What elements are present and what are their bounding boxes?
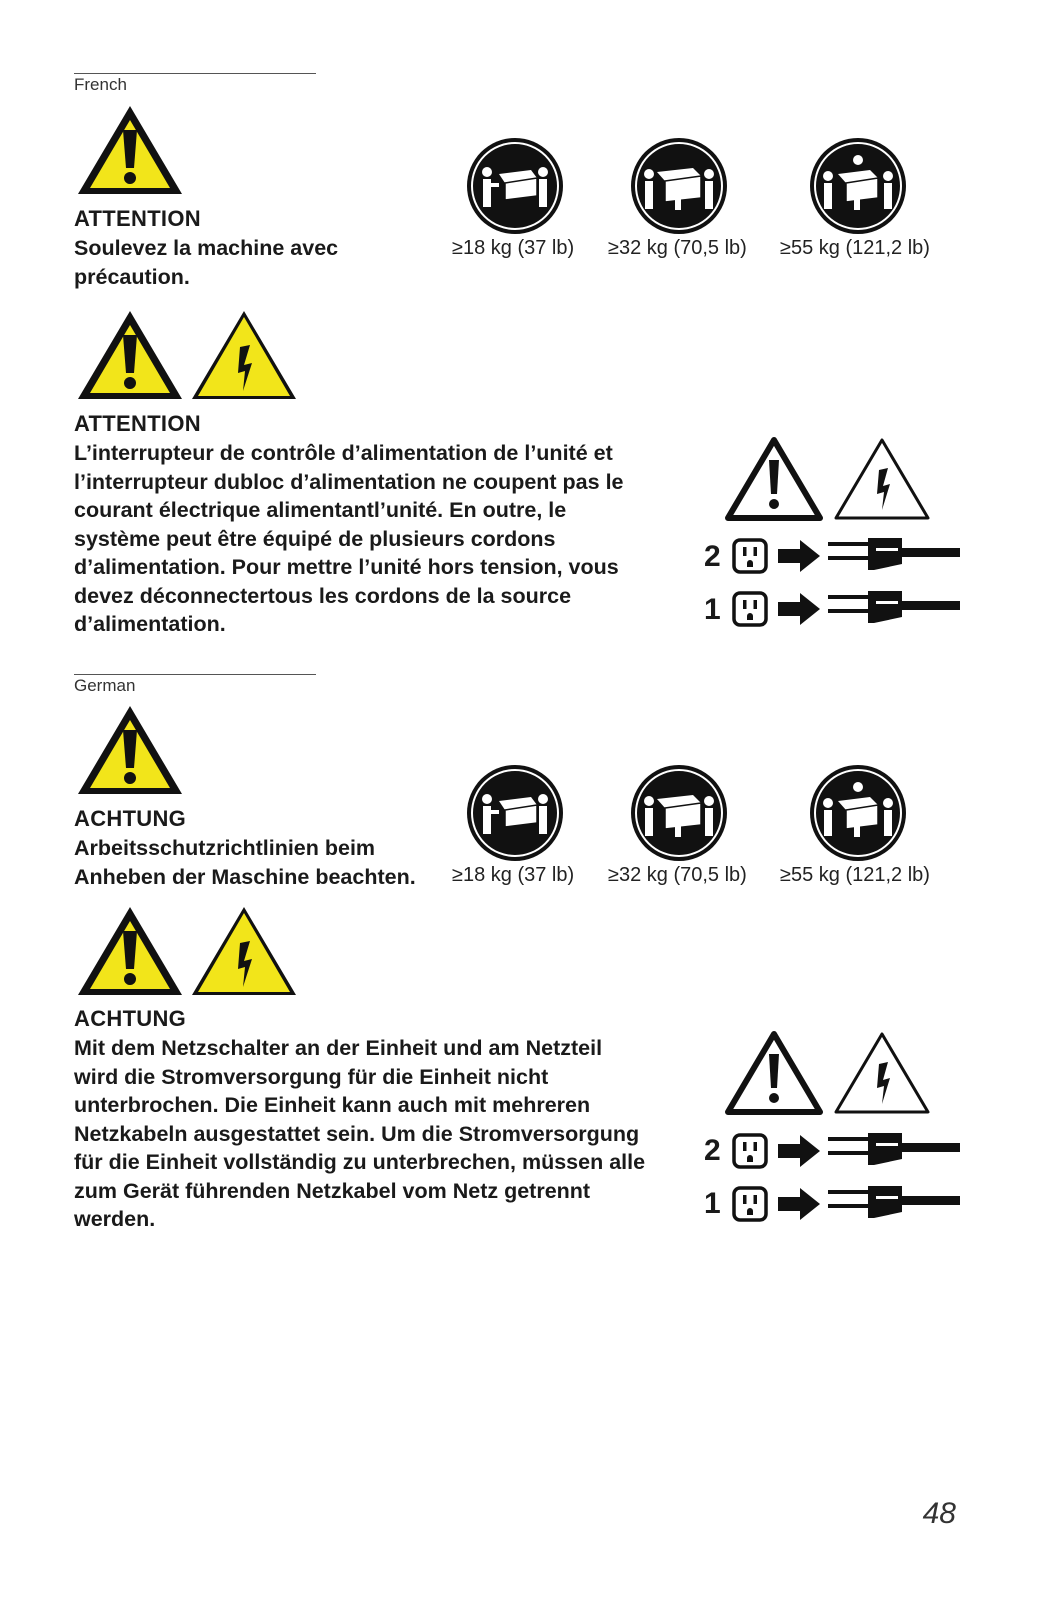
page-number: 48 [922, 1497, 956, 1530]
power-text-line: wird die Stromversorgung für die Einheit nicht [74, 1064, 549, 1089]
lift-three-person-icon [808, 763, 908, 863]
power-heading: ATTENTION [74, 411, 201, 436]
electrical-hazard-outline-icon [832, 1030, 932, 1116]
outlet-icon [732, 1133, 768, 1169]
weight-label-32kg: ≥32 kg (70,5 lb) [608, 237, 747, 259]
lifting-text-line: précaution. [74, 264, 190, 289]
power-text-line: L’interrupteur de contrôle d’alimentation de l’unité et [74, 441, 613, 465]
power-text-line: d’alimentation. Pour mettre l’unité hors tension, vous [74, 555, 619, 579]
power-text [74, 439, 624, 639]
power-plug-icon [826, 1184, 962, 1220]
cord-number-1: 1 [704, 593, 721, 626]
power-plug-icon [826, 536, 962, 572]
lift-two-person-icon [629, 136, 729, 236]
arrow-right-icon [776, 538, 822, 574]
power-text-line: d’alimentation. [74, 612, 226, 636]
power-text-line: l’interrupteur dubloc d’alimentation ne coupent pas le [74, 469, 624, 494]
weight-label-32kg: ≥32 kg (70,5 lb) [608, 864, 747, 886]
lifting-heading: ACHTUNG [74, 806, 187, 831]
power-plug-icon [826, 1131, 962, 1167]
electrical-hazard-icon [188, 307, 300, 403]
lifting-text-line: Arbeitsschutzrichtlinien beim [74, 836, 376, 860]
divider [74, 674, 316, 675]
weight-label-55kg: ≥55 kg (121,2 lb) [780, 237, 930, 259]
electrical-hazard-icon [188, 903, 300, 999]
weight-label-55kg: ≥55 kg (121,2 lb) [780, 864, 930, 886]
lifting-text [74, 234, 338, 291]
power-heading: ACHTUNG [74, 1006, 187, 1031]
lift-two-person-icon [629, 763, 729, 863]
outlet-icon [732, 1186, 768, 1222]
lift-one-person-icon [465, 763, 565, 863]
caution-outline-icon [724, 436, 824, 522]
power-text-line: für die Einheit vollständig zu unterbrechen, müssen alle [74, 1150, 646, 1174]
arrow-right-icon [776, 1186, 822, 1222]
cord-number-2: 2 [704, 540, 721, 573]
caution-icon [74, 307, 186, 403]
electrical-hazard-outline-icon [832, 436, 932, 522]
weight-label-18kg: ≥18 kg (37 lb) [452, 237, 575, 259]
lifting-text-line: Soulevez la machine avec [74, 236, 339, 260]
outlet-icon [732, 538, 768, 574]
power-text-line: devez déconnectertous les cordons de la source [74, 583, 572, 608]
language-label-french: French [74, 75, 127, 94]
cord-number-1: 1 [704, 1187, 721, 1220]
power-text-line: werden. [74, 1207, 156, 1231]
power-text-line: zum Gerät führenden Netzkabel vom Netz getrennt [74, 1178, 591, 1203]
lifting-text [74, 834, 416, 891]
lift-one-person-icon [465, 136, 565, 236]
cord-number-2: 2 [704, 1134, 721, 1167]
power-text-line: Mit dem Netzschalter an der Einheit und am Netzteil [74, 1036, 603, 1060]
lifting-text-line: Anheben der Maschine beachten. [74, 864, 416, 889]
power-text-line: courant électrique alimentantl’unité. En outre, le [74, 498, 567, 522]
caution-icon [74, 102, 186, 198]
weight-label-18kg: ≥18 kg (37 lb) [452, 864, 575, 886]
caution-icon [74, 903, 186, 999]
power-text-line: système peut être équipé de plusieurs cordons [74, 526, 556, 551]
power-text-line: Netzkabeln ausgestattet sein. Um die Stromversorgung [74, 1121, 640, 1146]
outlet-icon [732, 591, 768, 627]
power-plug-icon [826, 589, 962, 625]
caution-outline-icon [724, 1030, 824, 1116]
arrow-right-icon [776, 591, 822, 627]
power-text-line: unterbrochen. Die Einheit kann auch mit mehreren [74, 1093, 591, 1117]
arrow-right-icon [776, 1133, 822, 1169]
caution-icon [74, 702, 186, 798]
lifting-heading: ATTENTION [74, 206, 201, 231]
language-label-german: German [74, 676, 136, 695]
power-text [74, 1034, 645, 1234]
divider [74, 73, 316, 74]
lift-three-person-icon [808, 136, 908, 236]
